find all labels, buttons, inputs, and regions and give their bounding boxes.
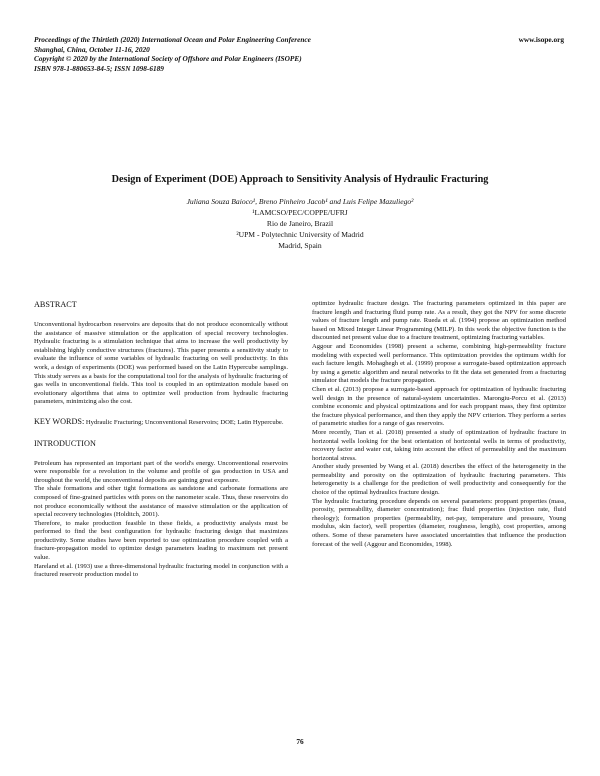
body-paragraph: Chen et al. (2013) propose a surrogate-based approach for optimization of hydraulic fracturing well design in the presence of natural-system uncertainties. Marongiu-Porcu et al. (2013) combine economic and physical optimizations and for each proppant mass, they first optimize the fracture physical performance, and then they apply the NPV criterion. They perform a series of parametric studies for a range of gas reservoirs. (312, 385, 566, 428)
header-line-copyright: Copyright © 2020 by the International Society of Offshore and Polar Engineers (ISOPE) (34, 54, 302, 64)
body-paragraph: More recently, Tian et al. (2018) presented a study of optimization of hydraulic fracture in horizontal wells looking for the best orientation of horizontal wells in terms of productivity, recovery factor and water cut, taking into account the effect of permeability and the maximum horizontal stress. (312, 428, 566, 462)
author-names: Juliana Souza Baioco¹, Breno Pinheiro Jacob¹ and Luis Felipe Mazuliego² (186, 197, 414, 206)
abstract-heading: ABSTRACT (34, 300, 77, 309)
header-line-isbn: ISBN 978-1-880653-84-5; ISSN 1098-6189 (34, 63, 164, 73)
body-paragraph: Another study presented by Wang et al. (2018) describes the effect of the heterogeneity in the permeability and porosity on the optimization of hydraulic fracturing parameters. This heterogeneity is a challenge for the prediction of well productivity and consequently for the choice of the optimal hydraulics fracture design. (312, 463, 566, 497)
page-number: 76 (296, 737, 304, 746)
intro-paragraph: The shale formations and other tight formations as sandstone and carbonate formations are composed of fine-grained particles with pores on the nanometer scale. Thus, these reservoirs do not produce economically without the assistance of massive stimulation or the application of special recovery technologies (Holditch, 2001). (34, 485, 288, 519)
paper-title: Design of Experiment (DOE) Approach to Sensitivity Analysis of Hydraulic Fracturing (111, 174, 489, 185)
header-line-proceedings: Proceedings of the Thirtieth (2020) International Ocean and Polar Engineering Conference (34, 35, 311, 44)
body-paragraph: The hydraulic fracturing procedure depends on several parameters: proppant properties (mass, porosity, permeability, diameter concentration); frac fluid properties (injection rate, fluid rheology); formation properties (permeability, net-pay, temperature and pressure, Young modulus, skin factor), well properties (diameter, roughness, length), cost properties, among others. Some of these parameters have associated uncertainties that influence the production forecast of the well (Aggour and Economides, 1998). (312, 497, 566, 548)
keywords-label: KEY WORDS: (34, 416, 85, 426)
affiliation-2: ²UPM - Polytechnic University of Madrid (236, 230, 364, 240)
keywords-text: Hydraulic Fracturing; Unconventional Reservoirs; DOE; Latin Hypercube. (85, 418, 284, 426)
keywords (34, 418, 288, 428)
left-column (34, 300, 288, 580)
header-line-location: Shanghai, China, October 11-16, 2020 (34, 44, 150, 54)
affiliation-1-location: Rio de Janeiro, Brazil (266, 219, 334, 229)
affiliation-2-location: Madrid, Spain (278, 241, 322, 251)
body-paragraph: Aggour and Economides (1998) present a scheme, combining high-permeability fracture modeling with expected well performance. This optimization provides the optimum width for each facture length. Mohaghegh et al. (1999) propose a surrogate-based optimization approach by using a genetic algorithm and neural networks to fit the data set generated from a fracturing simulator that models the fracture propagation. (312, 342, 566, 385)
abstract-text: Unconventional hydrocarbon reservoirs are deposits that do not produce economically without the assistance of massive stimulation or the application of special recovery technologies. Hydraulic fracturing is a stimulation technique that aims to increase the well productivity by establishing highly conductive structures (fractures). This paper presents a sensitivity study to evaluate the influence of some variables of hydraulic fracturing on well productivity. In this work, a design of experiments (DOE) was performed based on the Latin Hypercube samplings. This study serves as a basis for the computational tool for the analysis of hydraulic fracturing of gas wells in unconventional fields. This tool is coupled in an optimization module based on evolutionary algorithms that aims to optimize well production from hydraulic fracturing parameters, minimizing also the cost. (34, 321, 288, 406)
author-block (0, 196, 600, 251)
right-column (312, 300, 566, 549)
introduction-heading: INTRODUCTION (34, 438, 96, 448)
conference-header (34, 35, 504, 73)
affiliation-1: ¹LAMCSO/PEC/COPPE/UFRJ (252, 208, 348, 218)
intro-paragraph: Hareland et al. (1993) use a three-dimensional hydraulic fracturing model in conjunction with a fractured reservoir production model to (34, 562, 288, 579)
body-paragraph: optimize hydraulic fracture design. The fracturing parameters optimized in this paper are fracture length and fracturing fluid pump rate. As a result, they got the NPV for some discrete values of fracture length and pump rate. Rueda et al. (1994) propose an optimization method based on Mixed Integer Linear Programming (MILP). In this work the objective function is the discounted net present value due to a fracture treatment, optimizing fracturing variables. (312, 300, 566, 342)
intro-paragraph: Petroleum has represented an important part of the world's energy. Unconventional reservoirs were responsible for a revolution in the volume and profile of gas production in USA and throughout the world, the unconventional deposits are gaining great exposure. (34, 459, 288, 484)
website-link[interactable]: www.isope.org (518, 35, 564, 44)
intro-paragraph: Therefore, to make production feasible in these fields, a productivity analysis must be performed to find the best configuration for hydraulic fracturing design that maximizes productivity. Some studies have been reported to use optimization procedure coupled with a fracture-propagation model to optimize design parameters leading to maximum net present value. (34, 519, 288, 562)
